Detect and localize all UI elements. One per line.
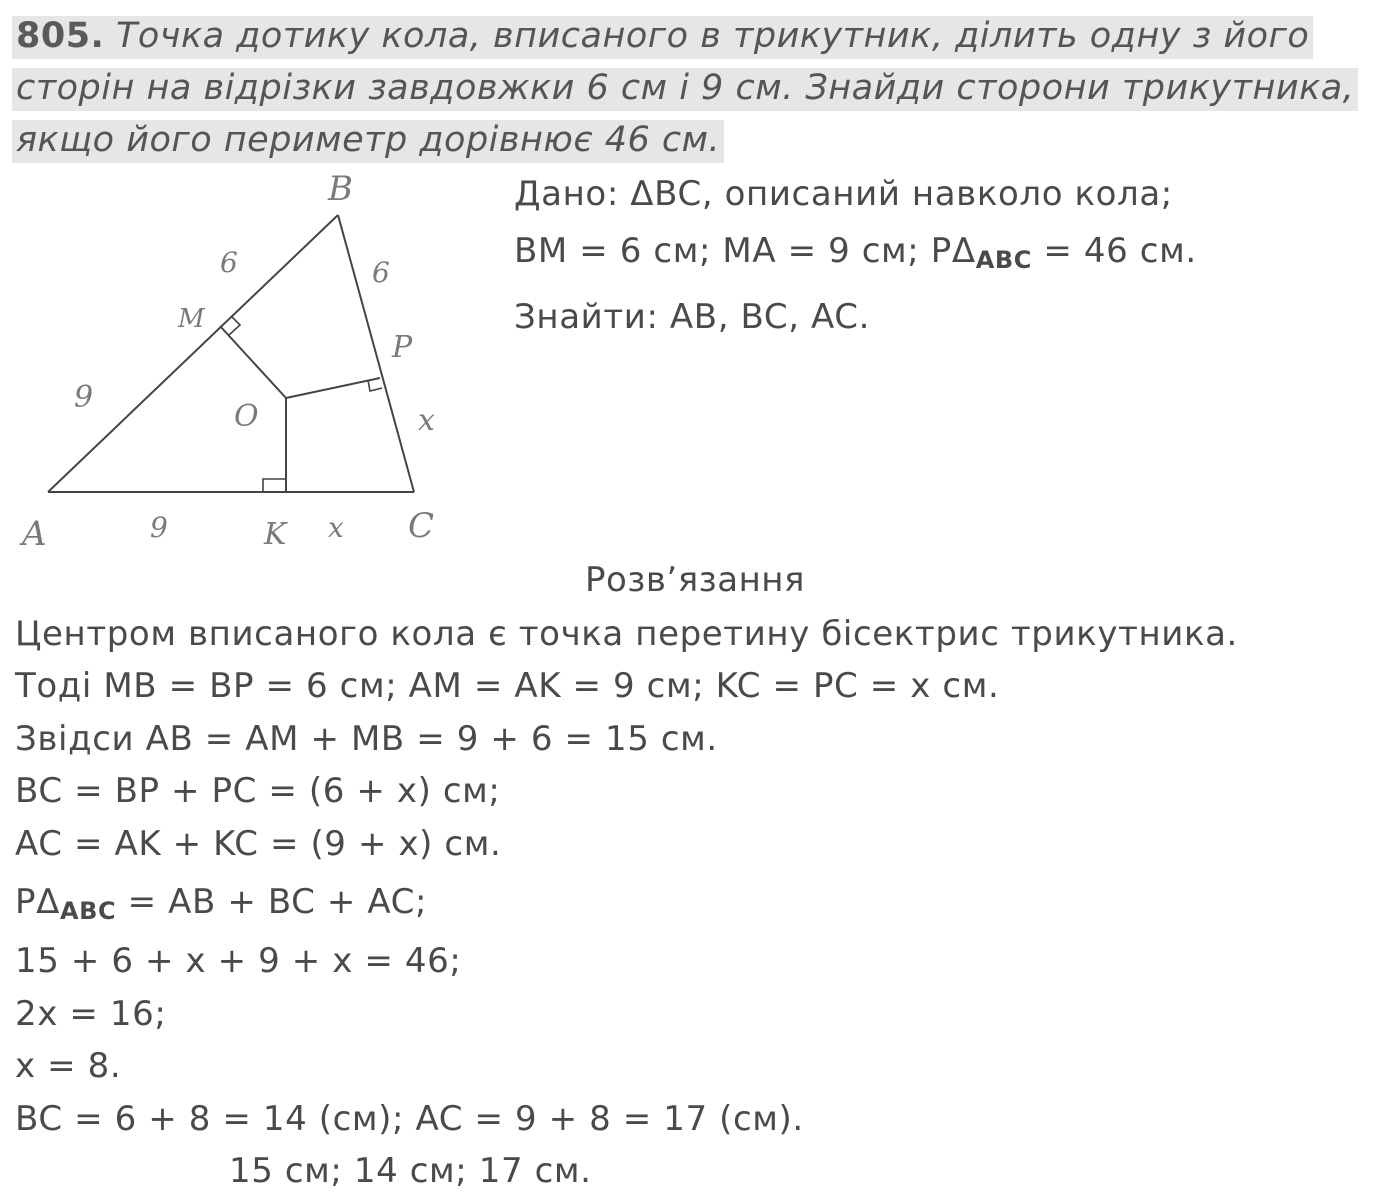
right-angle-k bbox=[263, 479, 286, 492]
segment-label-bm: 6 bbox=[220, 246, 238, 279]
step-line-2: 2x = 16; bbox=[15, 993, 167, 1034]
perimeter-sub: ABC bbox=[59, 897, 117, 926]
right-angle-p bbox=[368, 380, 382, 391]
solution-line-1: Центром вписаного кола є точка перетину бісектрис трикутника. bbox=[15, 614, 1238, 654]
segment-label-pc: x bbox=[418, 403, 435, 438]
side-ab bbox=[48, 215, 338, 492]
given-line-2-main: BM = 6 см; MA = 9 см; PΔ bbox=[514, 231, 976, 271]
segment-label-kc: x bbox=[328, 511, 344, 544]
radius-om bbox=[220, 326, 286, 398]
given-line-3: Знайти: AB, BC, AC. bbox=[514, 297, 871, 337]
answer-line: 15 см; 14 см; 17 см. bbox=[229, 1151, 592, 1192]
solution-line-3: Звідси AB = AM + MB = 9 + 6 = 15 см. bbox=[15, 718, 718, 759]
segment-label-am: 9 bbox=[74, 380, 94, 415]
given-line-2-sub: ABC bbox=[975, 246, 1032, 274]
triangle-figure bbox=[0, 160, 480, 560]
vertex-label-a: A bbox=[22, 514, 47, 554]
given-line-2 bbox=[514, 223, 1197, 289]
given-block bbox=[514, 166, 1197, 346]
problem-highlight bbox=[12, 16, 1358, 163]
step-line-1: 15 + 6 + x + 9 + x = 46; bbox=[15, 941, 462, 982]
given-line-2-tail: = 46 см. bbox=[1032, 231, 1197, 271]
step-line-3: x = 8. bbox=[15, 1046, 122, 1087]
radius-op bbox=[286, 378, 380, 398]
problem-statement bbox=[12, 10, 1382, 166]
solution-line-2: Тоді MB = BP = 6 см; AM = AK = 9 см; KC = PC = x см. bbox=[15, 666, 1000, 707]
solution-line-5: AC = AK + KC = (9 + x) см. bbox=[15, 823, 502, 864]
vertex-label-b: B bbox=[328, 169, 353, 209]
perimeter-line bbox=[15, 876, 1238, 937]
segment-label-bp: 6 bbox=[372, 256, 390, 289]
problem-text: Точка дотику кола, вписаного в трикутник, ділить одну з його сторін на відрізки завдовжки 6 см і 9 см. Знайди сторони трикутника, якщо його периметр дорівнює 46 см. bbox=[16, 16, 1355, 160]
point-label-o: O bbox=[234, 399, 259, 434]
step-line-4: BC = 6 + 8 = 14 (см); AC = 9 + 8 = 17 (см). bbox=[15, 1098, 804, 1139]
point-label-m: M bbox=[178, 304, 205, 334]
perimeter-tail: = AB + BC + AC; bbox=[116, 882, 428, 923]
solution-line-4: BC = BP + PC = (6 + x) см; bbox=[15, 771, 501, 812]
solution-title: Розв’язання bbox=[584, 560, 805, 600]
solution-body bbox=[15, 608, 1238, 1197]
problem-number: 805. bbox=[16, 16, 105, 56]
perimeter-main: PΔ bbox=[15, 882, 60, 923]
point-label-p: P bbox=[392, 330, 413, 365]
segment-label-ak: 9 bbox=[150, 511, 168, 544]
point-label-k: K bbox=[264, 517, 287, 552]
vertex-label-c: C bbox=[408, 506, 435, 546]
given-line-1: Дано: ΔBC, описаний навколо кола; bbox=[514, 174, 1173, 214]
